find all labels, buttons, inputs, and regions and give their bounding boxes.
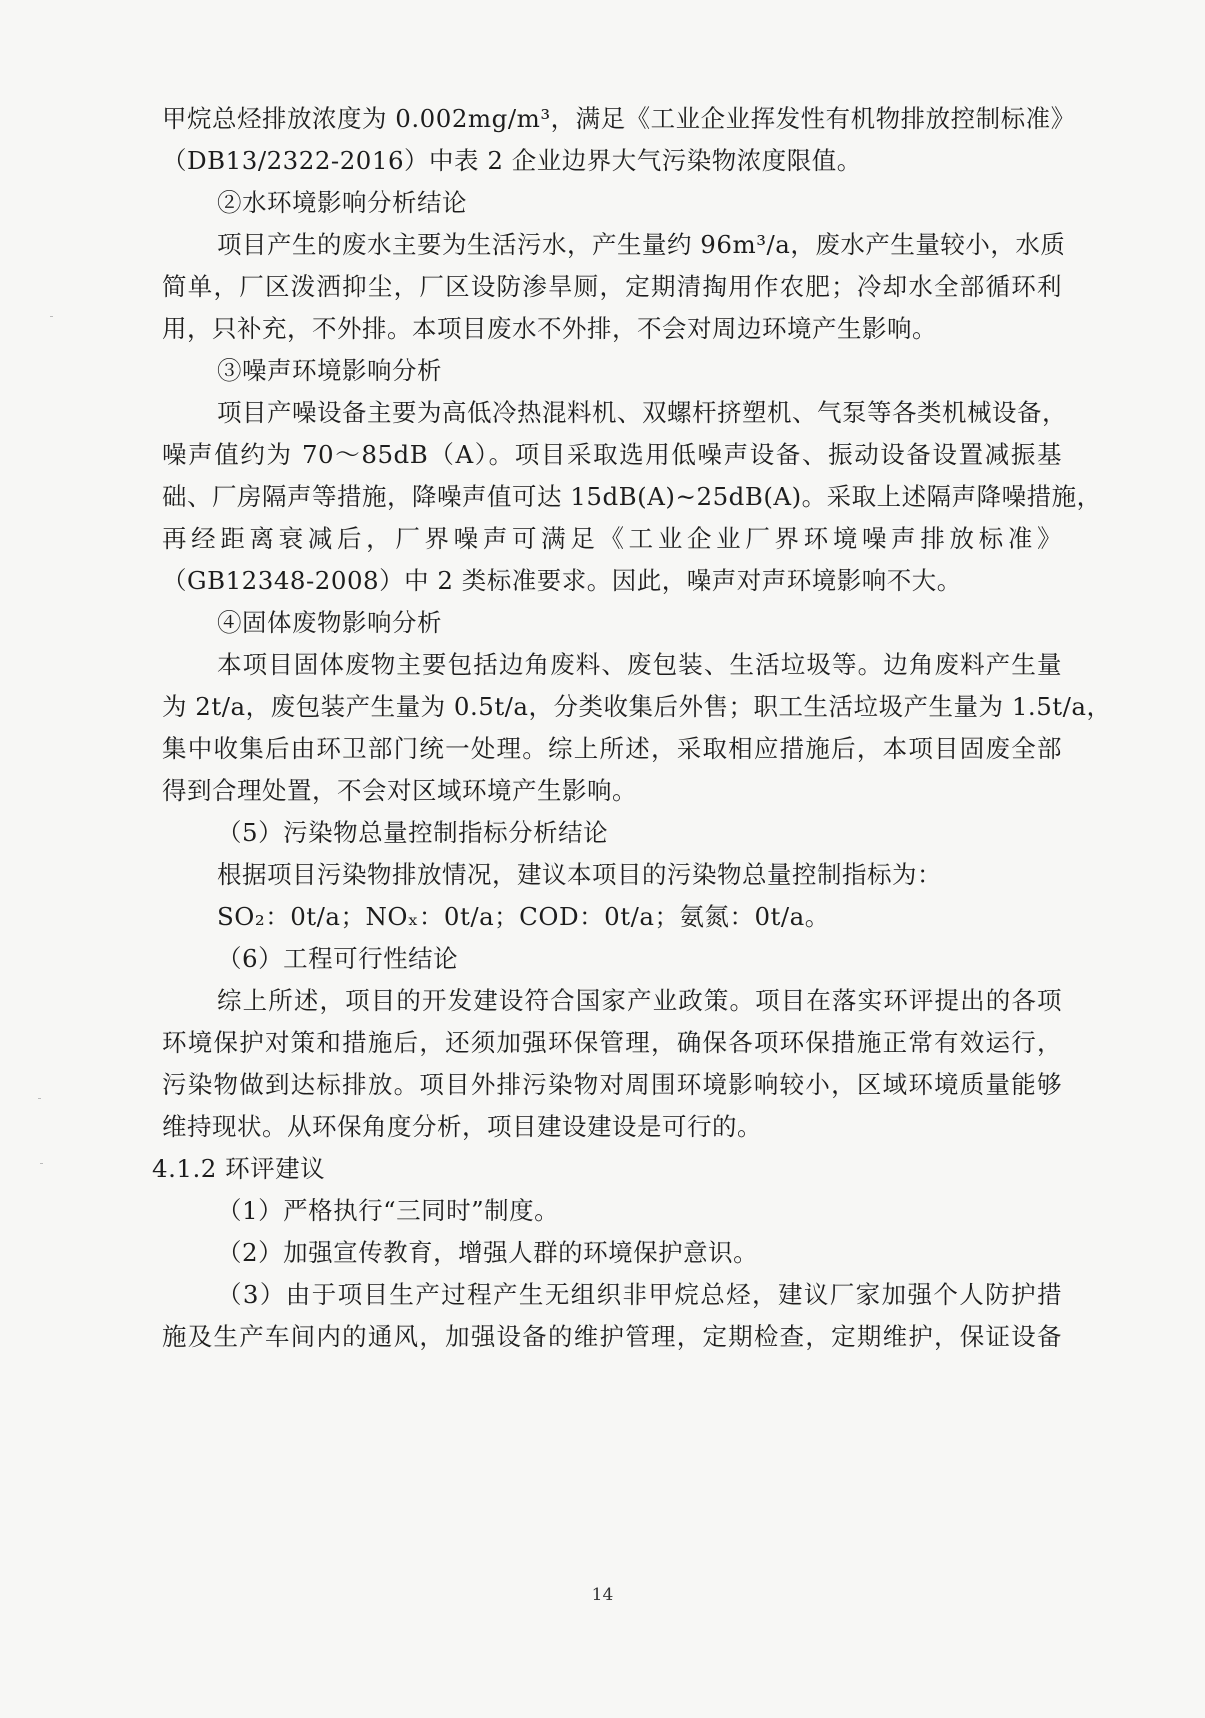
text-line: 得到合理处置，不会对区域环境产生影响。 bbox=[162, 776, 637, 805]
list-item: （1）严格执行“三同时”制度。 bbox=[217, 1196, 560, 1225]
text-line: 本项目固体废物主要包括边角废料、废包装、生活垃圾等。边角废料产生量 bbox=[217, 650, 1062, 679]
text-line: 集中收集后由环卫部门统一处理。综上所述，采取相应措施后，本项目固废全部 bbox=[162, 734, 1062, 763]
text-line: 噪声值约为 70～85dB（A）。项目采取选用低噪声设备、振动设备设置减振基 bbox=[162, 440, 1062, 469]
text-line: （DB13/2322-2016）中表 2 企业边界大气污染物浓度限值。 bbox=[162, 146, 862, 175]
text-line: 再经距离衰减后，厂界噪声可满足《工业企业厂界环境噪声排放标准》 bbox=[162, 524, 1062, 553]
text-line: 维持现状。从环保角度分析，项目建设建设是可行的。 bbox=[162, 1112, 762, 1141]
subheading: ④固体废物影响分析 bbox=[217, 608, 442, 637]
section-heading: 4.1.2 环评建议 bbox=[152, 1154, 326, 1183]
list-item: （3）由于项目生产过程产生无组织非甲烷总烃，建议厂家加强个人防护措 bbox=[217, 1280, 1062, 1309]
text-line: SO₂：0t/a；NOₓ：0t/a；COD：0t/a；氨氮：0t/a。 bbox=[217, 902, 830, 931]
text-line: 污染物做到达标排放。项目外排污染物对周围环境影响较小，区域环境质量能够 bbox=[162, 1070, 1062, 1099]
text-line: 用，只补充，不外排。本项目废水不外排，不会对周边环境产生影响。 bbox=[162, 314, 937, 343]
subheading: （6）工程可行性结论 bbox=[217, 944, 459, 973]
text-line: 简单，厂区泼洒抑尘，厂区设防渗旱厕，定期清掏用作农肥；冷却水全部循环利 bbox=[162, 272, 1062, 301]
text-line: 甲烷总烃排放浓度为 0.002mg/m³，满足《工业企业挥发性有机物排放控制标准》 bbox=[162, 104, 1076, 133]
text-line: 环境保护对策和措施后，还须加强环保管理，确保各项环保措施正常有效运行， bbox=[162, 1028, 1062, 1057]
text-line: 施及生产车间内的通风，加强设备的维护管理，定期检查，定期维护，保证设备 bbox=[162, 1322, 1062, 1351]
scan-speck bbox=[38, 1098, 41, 1099]
text-line: 础、厂房隔声等措施，降噪声值可达 15dB(A)~25dB(A)。采取上述隔声降噪措施， bbox=[162, 482, 1102, 511]
text-line: （GB12348-2008）中 2 类标准要求。因此，噪声对声环境影响不大。 bbox=[162, 566, 962, 595]
text-line: 项目产生的废水主要为生活污水，产生量约 96m³/a，废水产生量较小，水质 bbox=[217, 230, 1066, 259]
subheading: （5）污染物总量控制指标分析结论 bbox=[217, 818, 609, 847]
text-line: 为 2t/a，废包装产生量为 0.5t/a，分类收集后外售；职工生活垃圾产生量为 1.5t/a， bbox=[162, 692, 1112, 721]
list-item: （2）加强宣传教育，增强人群的环境保护意识。 bbox=[217, 1238, 759, 1267]
page-number: 14 bbox=[591, 1585, 614, 1605]
text-line: 项目产噪设备主要为高低冷热混料机、双螺杆挤塑机、气泵等各类机械设备， bbox=[217, 398, 1067, 427]
text-line: 综上所述，项目的开发建设符合国家产业政策。项目在落实环评提出的各项 bbox=[217, 986, 1062, 1015]
scan-speck bbox=[40, 1163, 43, 1164]
document-body bbox=[152, 98, 1112, 1358]
scan-speck bbox=[50, 316, 53, 317]
text-line: 根据项目污染物排放情况，建议本项目的污染物总量控制指标为： bbox=[217, 860, 942, 889]
subheading: ②水环境影响分析结论 bbox=[217, 188, 467, 217]
subheading: ③噪声环境影响分析 bbox=[217, 356, 442, 385]
